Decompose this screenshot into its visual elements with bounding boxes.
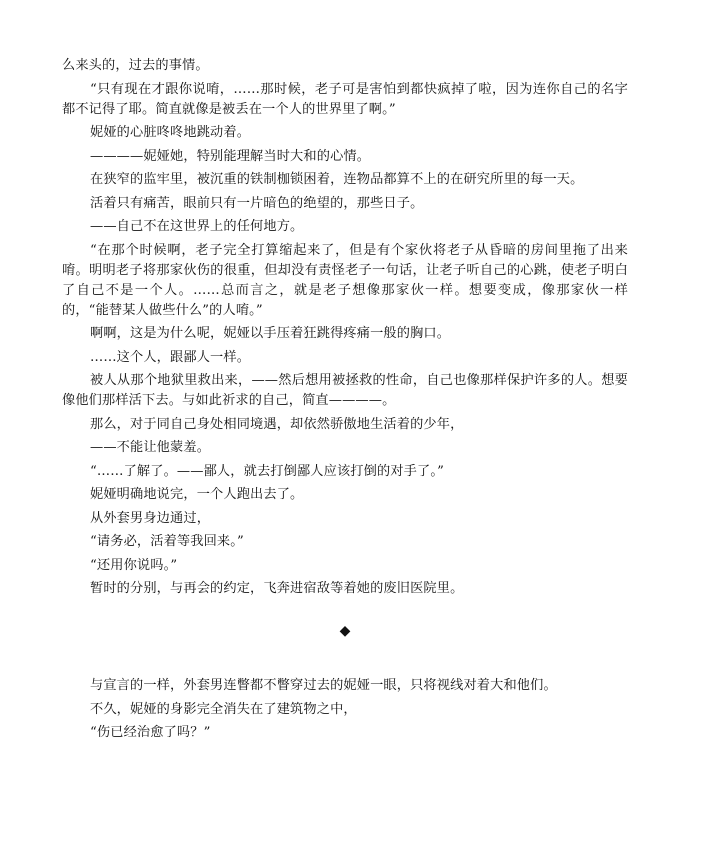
- paragraph: 在狭窄的监牢里，被沉重的铁制枷锁困着，连物品都算不上的在研究所里的每一天。: [90, 172, 584, 187]
- paragraph: ————妮娅她，特别能理解当时大和的心情。: [90, 148, 371, 164]
- paragraph: ……这个人，跟鄙人一样。: [90, 349, 251, 365]
- paragraph: “只有现在才跟你说唷，……那时候，老子可是害怕到都快疯掉了啦，因为连你自己的名字都不记得了耶。简直就像是被丢在一个人的世界里了啊。”: [62, 81, 628, 117]
- paragraph: 从外套男身边通过，: [90, 510, 211, 526]
- paragraph: 活着只有痛苦，眼前只有一片暗色的绝望的，那些日子。: [90, 195, 424, 211]
- paragraph: 妮娅明确地说完，一个人跑出去了。: [90, 487, 304, 502]
- paragraph: “在那个时候啊，老子完全打算缩起来了，但是有个家伙将老子从昏暗的房间里拖了出来唷。明明老子将那家伙伤的很重，但却没有责怪老子一句话，让老子听自己的心跳，使老子明白了自己不是一个人。……总而言之，就是老子想像那家伙一样。想要变成，像那家伙一样的，“能替某人做些什么”的人唷。”: [62, 242, 628, 318]
- paragraph: 妮娅的心脏咚咚地跳动着。: [90, 125, 251, 140]
- paragraph: “还用你说吗。”: [90, 557, 178, 573]
- paragraph: 与宣言的一样，外套男连瞥都不瞥穿过去的妮娅一眼，只将视线对着大和他们。: [90, 678, 557, 693]
- paragraph: 那么，对于同自己身处相同境遇，却依然骄傲地生活着的少年，: [90, 416, 464, 432]
- paragraph: 暂时的分别，与再会的约定，飞奔进宿敌等着她的废旧医院里。: [90, 581, 464, 596]
- paragraph: ——不能让他蒙羞。: [90, 440, 211, 455]
- paragraph: “伤已经治愈了吗？”: [90, 725, 211, 740]
- text-body: [62, 56, 628, 747]
- paragraph: 不久，妮娅的身影完全消失在了建筑物之中，: [90, 701, 357, 717]
- paragraph: “请务必，活着等我回来。”: [90, 534, 244, 549]
- paragraph: 啊啊，这是为什么呢，妮娅以手压着狂跳得疼痛一般的胸口。: [90, 326, 451, 341]
- paragraph: 被人从那个地狱里救出来，——然后想用被拯救的性命，自己也像那样保护许多的人。想要像他们那样活下去。与如此祈求的自己，简直————。: [62, 373, 628, 408]
- paragraph: “……了解了。——鄙人，就去打倒鄙人应该打倒的对手了。”: [90, 463, 444, 479]
- paragraph: ——自己不在这世界上的任何地方。: [90, 219, 304, 234]
- paragraph: 么来头的，过去的事情。: [62, 58, 209, 73]
- section-break-diamond-icon: ◆: [339, 623, 351, 639]
